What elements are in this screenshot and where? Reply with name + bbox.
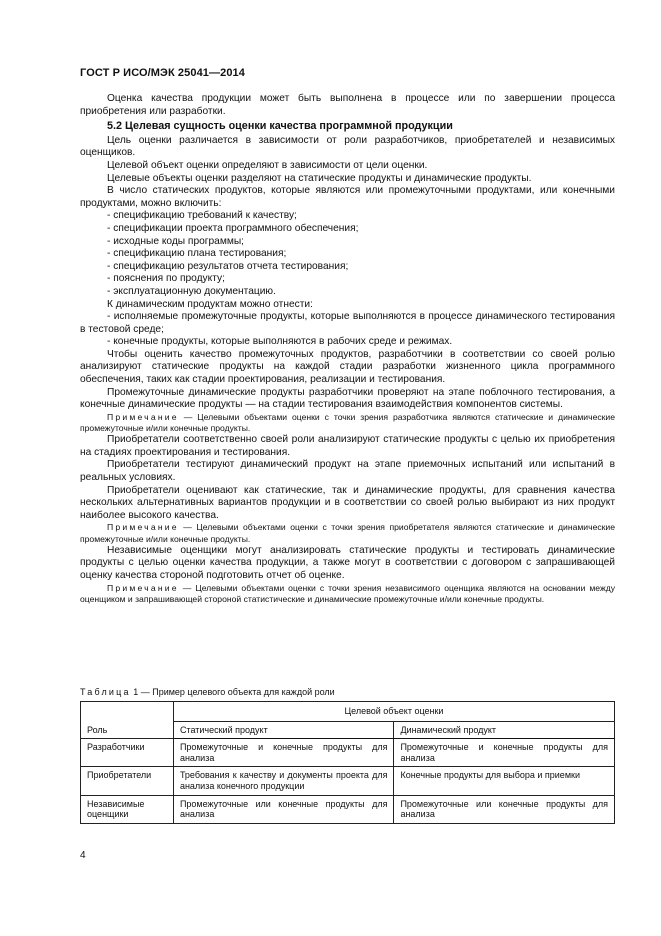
- cell-dynamic: Промежуточные и конечные продукты для анализа: [394, 739, 615, 767]
- cell-dynamic: Промежуточные или конечные продукты для анализа: [394, 795, 615, 823]
- page-number: 4: [80, 850, 86, 861]
- header-dynamic: Динамический продукт: [394, 721, 615, 739]
- intro-paragraph: Оценка качества продукции может быть выполнена в процессе или по завершении процесса приобретения или разработки.: [80, 93, 615, 117]
- header-static: Статический продукт: [173, 721, 394, 739]
- table-row: [81, 739, 615, 767]
- note-1: [80, 412, 615, 434]
- paragraph-6: Чтобы оценить качество промежуточных продуктов, разработчики в соответствии со своей ролью анализируют статические продукты на каждой стадии разработки жизненного цикла программного обеспечения, таких как стадии проектирования, реализации и тестирования.: [80, 348, 615, 386]
- note-label: Примечание: [107, 411, 179, 422]
- paragraph-10: Приобретатели оценивают как статические, так и динамические продукты, для сравнения качества нескольких альтернативных вариантов продукции и в соответствии со своей ролью выбирают из них продукт наиболее высокого качества.: [80, 484, 615, 521]
- section-title: 5.2 Целевая сущность оценки качества программной продукции: [107, 120, 453, 133]
- note-3: [80, 583, 615, 605]
- paragraph-4: В число статических продуктов, которые являются или промежуточными продуктами, или конечными продуктами, можно включить:: [80, 185, 615, 209]
- list-item: - конечные продукты, которые выполняются в рабочих среде и режимах.: [107, 336, 453, 348]
- header-role: Роль: [81, 702, 174, 739]
- table-caption-text: 1 — Пример целевого объекта для каждой роли: [133, 687, 335, 697]
- paragraph-3: Целевые объекты оценки разделяют на статические продукты и динамические продукты.: [107, 172, 532, 184]
- table-row: [81, 767, 615, 795]
- table-header-row: [81, 702, 615, 722]
- table-caption-label: Таблица: [80, 687, 131, 697]
- note-text: — Целевыми объектами оценки с точки зрения приобретателя являются статические и динамические промежуточные и/или конечные продукты.: [80, 522, 615, 544]
- cell-static: Требования к качеству и документы проекта для анализа конечного продукции: [173, 767, 394, 795]
- paragraph-5: К динамическим продуктам можно отнести:: [107, 298, 313, 310]
- note-label: Примечание: [107, 522, 179, 533]
- list-item: - спецификацию плана тестирования;: [107, 248, 287, 260]
- header-group: Целевой объект оценки: [173, 702, 614, 722]
- list-item: - исходные коды программы;: [107, 235, 244, 247]
- main-content: [80, 93, 615, 605]
- role-target-table: [80, 701, 615, 824]
- note-2: [80, 522, 615, 544]
- paragraph-8: Приобретатели соответственно своей роли анализируют статические продукты с целью их приобретения на стадиях проектирования и тестирования.: [80, 434, 615, 458]
- cell-role: Разработчики: [81, 739, 174, 767]
- cell-role: Приобретатели: [81, 767, 174, 795]
- list-item: - пояснения по продукту;: [107, 273, 225, 285]
- cell-static: Промежуточные и конечные продукты для анализа: [173, 739, 394, 767]
- note-label: Примечание: [107, 582, 179, 593]
- document-header: ГОСТ Р ИСО/МЭК 25041—2014: [80, 67, 245, 79]
- list-item: - спецификацию требований к качеству;: [107, 210, 297, 222]
- paragraph-7: Промежуточные динамические продукты разработчики проверяют на этапе поблочного тестирования, а конечные динамические продукты — на стадии тестирования взаимодействия компонентов системы.: [80, 386, 615, 411]
- paragraph-1: Цель оценки различается в зависимости от роли разработчиков, приобретателей и независимых оценщиков.: [80, 134, 615, 159]
- list-item: - исполняемые промежуточные продукты, которые выполняются в процессе динамического тестирования в тестовой среде;: [80, 311, 615, 335]
- cell-dynamic: Конечные продукты для выбора и приемки: [394, 767, 615, 795]
- cell-role: Независимые оценщики: [81, 795, 174, 823]
- list-item: - спецификацию результатов отчета тестирования;: [107, 260, 349, 272]
- note-text: — Целевыми объектами оценки с точки зрения разработчика являются статические и динамические промежуточные и/или конечные продукты.: [80, 411, 615, 434]
- table-caption: [80, 687, 335, 697]
- paragraph-2: Целевой объект оценки определяют в зависимости от цели оценки.: [107, 159, 428, 171]
- paragraph-11: Независимые оценщики могут анализировать статические продукты и тестировать динамические продукты с целью оценки качества продукции, а также могут в соответствии с договором с запрашивающей оценку качества стороной подготовить отчет об оценке.: [80, 544, 615, 581]
- note-text: — Целевыми объектами оценки с точки зрения независимого оценщика являются на основании между оценщиком и запрашивающей стороной статистические и динамические промежуточные и/или конечные продукты.: [80, 582, 616, 604]
- table-row: [81, 795, 615, 823]
- paragraph-9: Приобретатели тестируют динамический продукт на этапе приемочных испытаний или испытаний в реальных условиях.: [80, 459, 615, 484]
- list-item: - эксплуатационную документацию.: [107, 285, 276, 297]
- list-item: - спецификации проекта программного обеспечения;: [107, 222, 359, 234]
- cell-static: Промежуточные или конечные продукты для анализа: [173, 795, 394, 823]
